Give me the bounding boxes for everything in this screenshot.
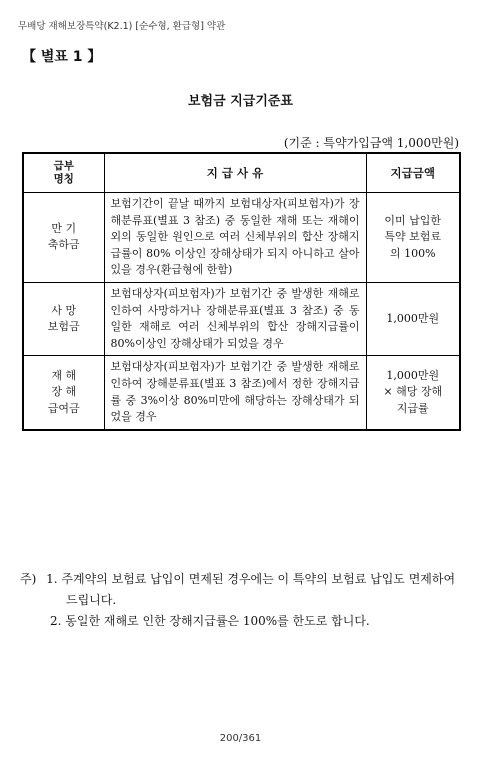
footnote-2 (20, 611, 470, 632)
footnote-prefix: 주) (20, 572, 37, 586)
header-benefit-name: 급부 명칭 (23, 153, 104, 193)
appendix-label: 【 별표 1 】 (22, 49, 102, 65)
footnote-number: 2. (50, 614, 62, 628)
table-title: 보험금 지급기준표 (188, 94, 293, 109)
row-amount: 1,000만원 (366, 282, 460, 355)
footnotes (20, 569, 470, 632)
header-reason: 지 급 사 유 (104, 153, 366, 193)
row-category: 만 기 축하금 (23, 193, 104, 283)
row-category: 사 망 보험금 (23, 282, 104, 355)
row-reason: 보험대상자(피보험자)가 보험기간 중 발생한 재해로 인하여 사망하거나 장해분류표(별표 3 참조) 중 동일한 재해로 여러 신체부위의 합산 장해지급률이 80%이상인 장해상태가 되었을 경우 (104, 282, 366, 355)
footnote-1 (20, 569, 470, 611)
footnote-text: 주계약의 보험료 납입이 면제된 경우에는 이 특약의 보험료 납입도 면제하여 드립니다. (61, 572, 456, 607)
table-row (23, 193, 460, 283)
footnote-number: 1. (46, 572, 58, 586)
table-header-row (23, 153, 460, 193)
table-row (23, 282, 460, 355)
table-row (23, 356, 460, 430)
row-category: 재 해 장 해 급여금 (23, 356, 104, 430)
row-reason: 보험기간이 끝날 때까지 보험대상자(피보험자)가 장해분류표(별표 3 참조) 중 동일한 재해 또는 재해이외의 동일한 원인으로 여러 신체부위의 합산 장해지급률이 80% 이상인 장해상태가 되지 아니하고 살아있을 경우(환급형에 한함) (104, 193, 366, 283)
document-header: 무배당 재해보장특약(K2.1) [순수형, 환급형] 약관 (18, 21, 226, 32)
row-reason: 보험대상자(피보험자)가 보험기간 중 발생한 재해로 인하여 장해분류표(별표 3 참조)에서 정한 장해지급률 중 3%이상 80%미만에 해당하는 장해상태가 되었을 경우 (104, 356, 366, 430)
footnote-text: 동일한 재해로 인한 장해지급률은 100%를 한도로 합니다. (65, 614, 370, 628)
header-amount: 지급금액 (366, 153, 460, 193)
row-amount: 1,000만원 × 해당 장해 지급률 (366, 356, 460, 430)
page-number: 200/361 (219, 733, 262, 744)
row-amount: 이미 납입한 특약 보험료 의 100% (366, 193, 460, 283)
benefit-table (22, 152, 461, 431)
basis-note: (기준 : 특약가입금액 1,000만원) (283, 136, 459, 150)
